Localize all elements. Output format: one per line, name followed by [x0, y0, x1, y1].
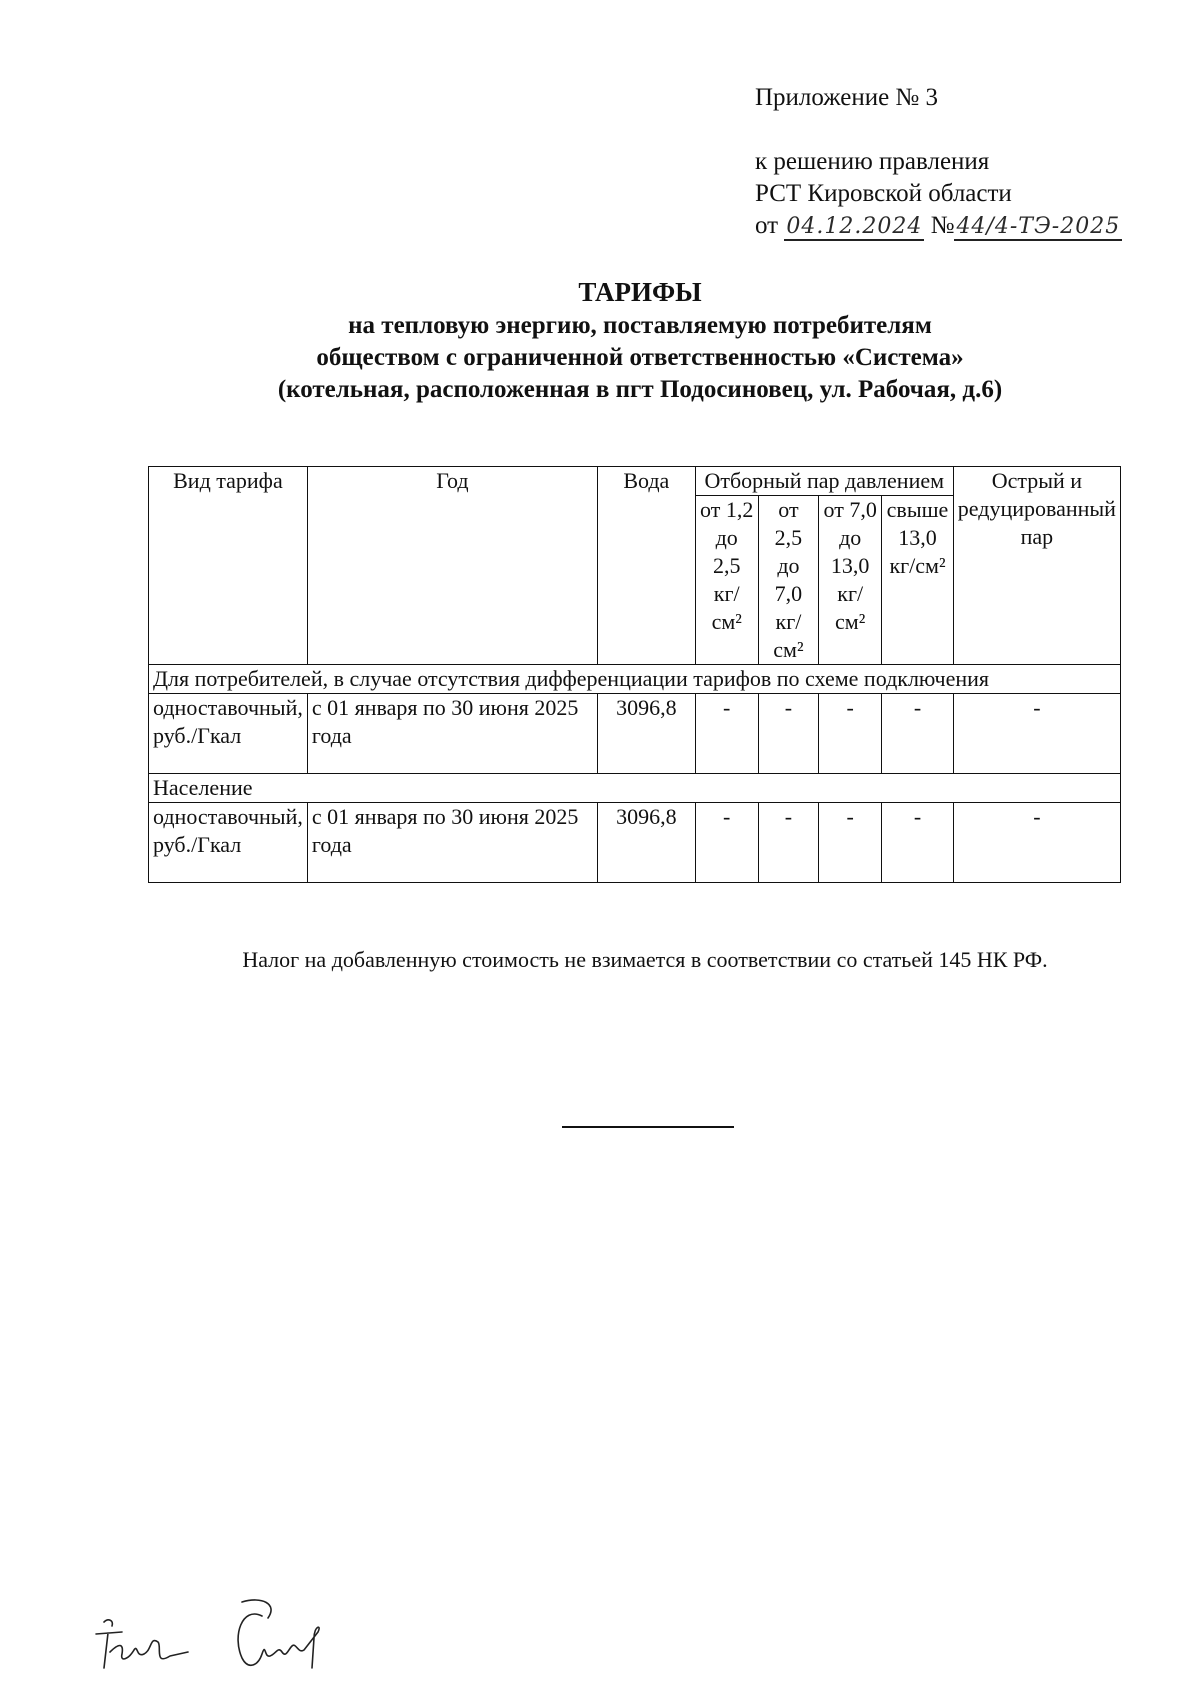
tariff-kind: одноставочный, руб./Гкал [149, 803, 308, 883]
appendix-date-line [755, 210, 1122, 243]
header-steam-1: от 1,2 до 2,5 кг/см² [695, 496, 758, 665]
tariff-period: с 01 января по 30 июня 2025 года [307, 803, 597, 883]
tariff-kind: одноставочный, руб./Гкал [149, 694, 308, 774]
water-value: 3096,8 [597, 694, 695, 774]
handwritten-number: 44/4-ТЭ-2025 [956, 214, 1121, 239]
header-water: Вода [597, 467, 695, 665]
header-steam-3: от 7,0 до 13,0 кг/см² [819, 496, 882, 665]
heading-line-1: на тепловую энергию, поставляемую потребителям [348, 312, 932, 339]
signatures [92, 1596, 392, 1681]
section-title: Для потребителей, в случае отсутствия дифференциации тарифов по схеме подключения [149, 665, 1121, 694]
steam-4-value: - [882, 694, 954, 774]
header-year: Год [307, 467, 597, 665]
header-steam-group: Отборный пар давлением [695, 467, 953, 496]
header-steam-4: свыше 13,0 кг/см² [882, 496, 954, 665]
header-row-1 [149, 467, 1121, 496]
sharp-steam-value: - [953, 803, 1120, 883]
table-row [149, 803, 1121, 883]
water-value: 3096,8 [597, 803, 695, 883]
section-row [149, 665, 1121, 694]
appendix-block [755, 82, 1122, 243]
appendix-line-2: РСТ Кировской области [755, 180, 1012, 207]
signature-icon [92, 1596, 392, 1676]
header-sharp-steam: Острый и редуцированный пар [953, 467, 1120, 665]
vat-note: Налог на добавленную стоимость не взимается в соответствии со статьей 145 НК РФ. [242, 947, 1048, 972]
heading-line-3: (котельная, расположенная в пгт Подосиновец, ул. Рабочая, д.6) [277, 376, 1003, 403]
section-row [149, 774, 1121, 803]
header-steam-2: от 2,5 до 7,0 кг/см² [758, 496, 818, 665]
steam-2-value: - [758, 694, 818, 774]
tariff-period: с 01 января по 30 июня 2025 года [307, 694, 597, 774]
end-rule [562, 1126, 734, 1128]
steam-4-value: - [882, 803, 954, 883]
appendix-title: Приложение № 3 [755, 84, 939, 111]
number-prefix: № [930, 212, 955, 239]
section-title: Население [149, 774, 1121, 803]
table-row [149, 694, 1121, 774]
handwritten-date: 04.12.2024 [786, 214, 923, 239]
steam-3-value: - [819, 694, 882, 774]
document-heading [0, 276, 1200, 406]
appendix-line-1: к решению правления [755, 148, 990, 175]
steam-1-value: - [695, 803, 758, 883]
steam-2-value: - [758, 803, 818, 883]
sharp-steam-value: - [953, 694, 1120, 774]
header-kind: Вид тарифа [149, 467, 308, 665]
heading-line-2: обществом с ограниченной ответственностью «Система» [316, 344, 964, 371]
tariffs-table [148, 466, 1121, 883]
steam-3-value: - [819, 803, 882, 883]
steam-1-value: - [695, 694, 758, 774]
date-prefix: от [755, 212, 779, 239]
document-title: ТАРИФЫ [578, 277, 702, 307]
